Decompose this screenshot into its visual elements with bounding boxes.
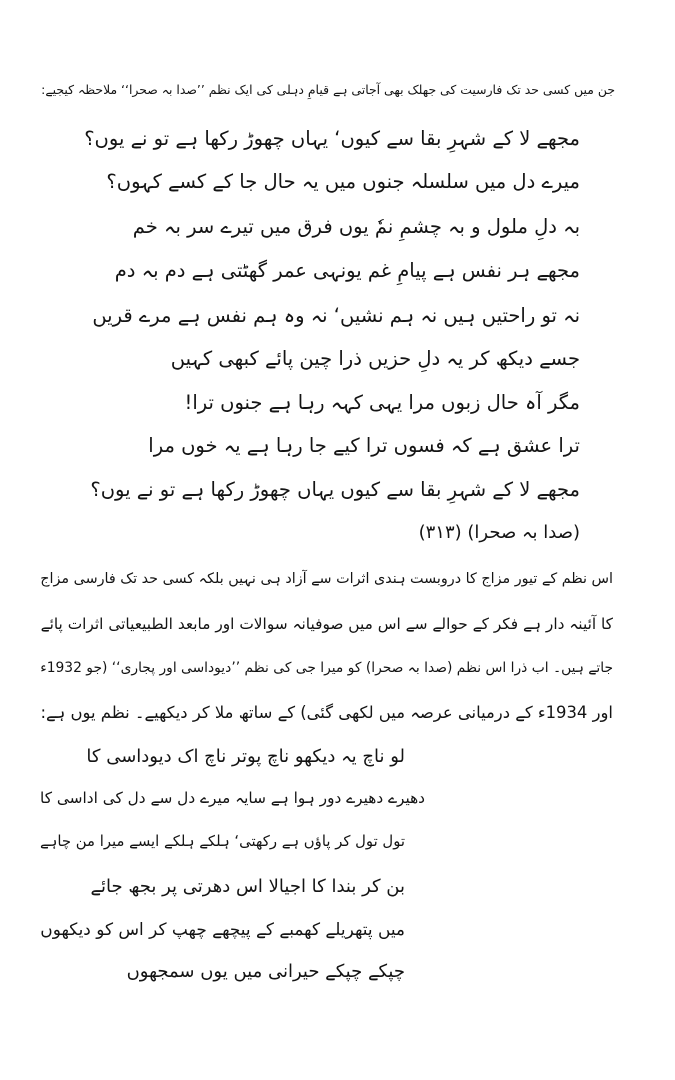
nazm-line: تول تول کر پاؤں ہے رکھتی‘ ہلکے ہلکے ایسے میرا من چاہے	[39, 833, 405, 850]
nazm-line: لو ناچ یہ دیکھو ناچ پوتر ناچ اک دیوداسی کا	[86, 746, 405, 767]
poem-verse: ترا عشق ہے کہ فسوں ترا کیے جا رہا ہے یہ خوں مرا	[148, 434, 580, 457]
poem-verse: مگر آہ حال زبوں مرا یہی کہہ رہا ہے جنوں ترا!	[184, 391, 580, 414]
nazm-line: میں پتھریلے کھمبے کے پیچھے چھپ کر اس کو دیکھوں	[40, 919, 405, 939]
nazm-line: دھیرے دھیرے دور ہوا ہے سایہ میرے دل سے دل کی اداسی کا	[40, 789, 425, 807]
paragraph-line: اور 1934ء کے درمیانی عرصہ میں لکھی گئی) کے ساتھ ملا کر دیکھیے۔ نظم یوں ہے:	[40, 703, 613, 722]
poem-verse: مجھے لا کے شہرِ بقا سے کیوں‘ یہاں چھوڑ رکھا ہے تو نے یوں؟	[84, 127, 580, 150]
poem-verse: بہ دلِ ملول و بہ چشمِ نمٗ یوں فرق میں تیرے سر بہ خم	[132, 215, 580, 238]
poem-verse: مجھے ہر نفس ہے پیامِ غم یونہی عمر گھٹتی ہے دم بہ دم	[114, 259, 580, 282]
paragraph-line: جاتے ہیں۔ اب ذرا اس نظم (صدا بہ صحرا) کو میرا جی کی نظم ’’دیوداسی اور پجاری‘‘ (جو 1932ء	[40, 660, 613, 676]
paragraph-line: کا آئینہ دار ہے فکر کے حوالے سے اس میں صوفیانہ سوالات اور مابعد الطبیعیاتی اثرات پائے	[40, 615, 613, 633]
intro-line: جن میں کسی حد تک فارسیت کی جھلک بھی آجاتی ہے قیامِ دہلی کی ایک نظم ’’صدا بہ صحرا‘‘ ملاحظہ کیجیے:	[41, 82, 615, 97]
poem-verse: نہ تو راحتیں ہیں نہ ہم نشیں‘ نہ وہ ہم نفس ہے مرے قریں	[92, 304, 580, 327]
poem-reference: (صدا بہ صحرا) (۳۱۳)	[418, 522, 580, 543]
poem-verse: مجھے لا کے شہرِ بقا سے کیوں یہاں چھوڑ رکھا ہے تو نے یوں؟	[90, 478, 580, 501]
nazm-line: چپکے چپکے حیرانی میں یوں سمجھوں	[126, 961, 405, 982]
poem-verse: میرے دل میں سلسلہ جنوں میں یہ حال جا کے کسے کہوں؟	[106, 170, 580, 193]
nazm-line: بن کر بندا کا اجیالا اس دھرتی پر بجھ جائے	[90, 876, 405, 897]
paragraph-line: اس نظم کے تیور مزاج کا دروبست ہندی اثرات سے آزاد ہی نہیں بلکہ کسی حد تک فارسی مزاج	[40, 571, 613, 587]
poem-verse: جسے دیکھ کر یہ دلِ حزیں ذرا چین پائے کبھی کہیں	[170, 347, 580, 370]
